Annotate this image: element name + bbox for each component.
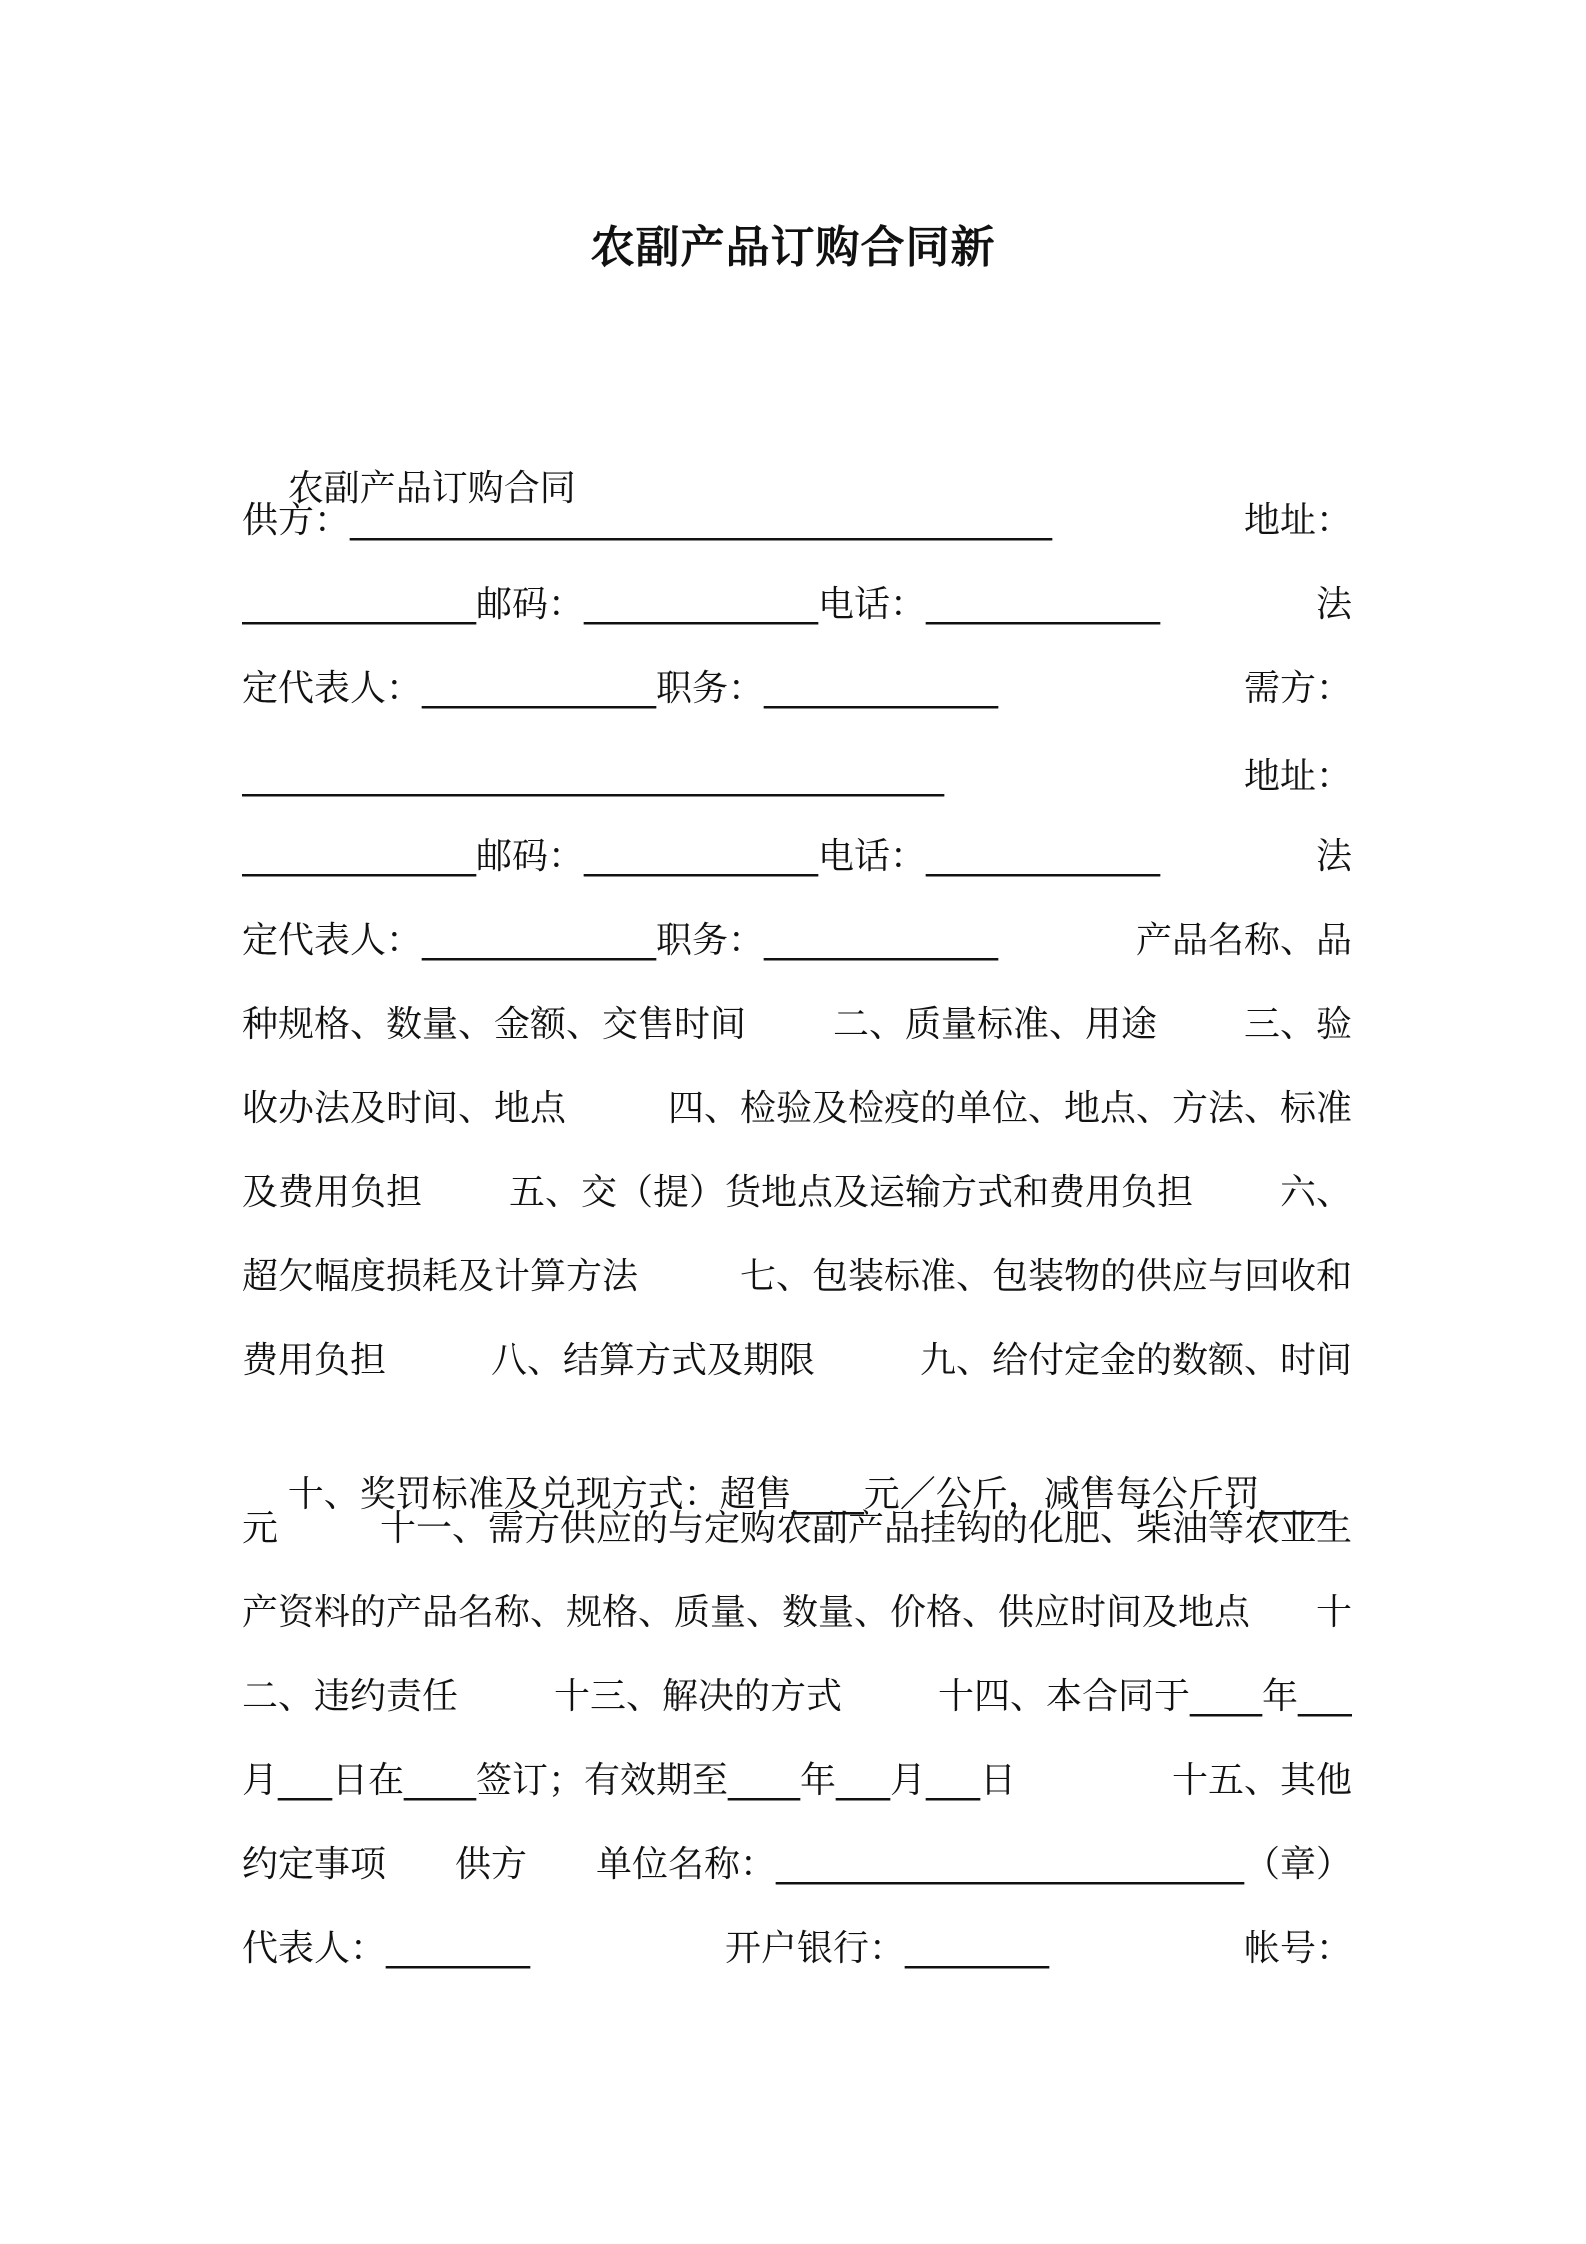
clause-4-text: 四、检验及检疫的单位、地点、方法、标准 xyxy=(667,1088,1352,1129)
text-line xyxy=(242,832,1352,882)
clause-14-text: 月___日在____签订；有效期至____年___月___日 xyxy=(242,1760,1017,1801)
text-line xyxy=(242,1924,1352,1974)
text-line xyxy=(242,916,1352,966)
buyer-representative-fields: 定代表人：_____________职务：_____________ xyxy=(242,920,999,961)
supplier-field: 供方：_______________________________________ xyxy=(242,500,1053,541)
text-line xyxy=(242,752,1352,802)
signature-supplier-label: 供方 xyxy=(454,1844,527,1885)
text-line xyxy=(242,1252,1352,1302)
buyer-label: 需方： xyxy=(1243,668,1352,709)
supplier-representative-fields: 定代表人：_____________职务：_____________ xyxy=(242,668,999,709)
supplier-contact-fields: _____________邮码：_____________电话：_____________ xyxy=(242,584,1161,625)
text-line xyxy=(242,1672,1352,1722)
text-line xyxy=(242,1504,1352,1554)
buyer-field: _______________________________________ xyxy=(242,756,944,797)
account-label: 帐号： xyxy=(1243,1928,1352,1969)
clause-12-text: 二、违约责任 xyxy=(242,1676,459,1717)
clause-12-text: 十 xyxy=(1315,1592,1352,1633)
clause-2-text: 二、质量标准、用途 xyxy=(832,1004,1157,1045)
address-label: 地址： xyxy=(1243,500,1352,541)
clause-11-text: 十一、需方供应的与定购农副产品挂钩的化肥、柴油等农业生 xyxy=(379,1508,1352,1549)
document-title: 农副产品订购合同新 xyxy=(590,222,996,273)
legal-label-start: 法 xyxy=(1315,836,1352,877)
text-line xyxy=(242,1756,1352,1806)
clause-7-text: 七、包装标准、包装物的供应与回收和 xyxy=(739,1256,1352,1297)
unit-name-field: 单位名称：__________________________（章） xyxy=(595,1844,1352,1885)
representative-field: 代表人：________ xyxy=(242,1928,531,1969)
clause-3-text: 三、验 xyxy=(1243,1004,1352,1045)
text-line xyxy=(242,1084,1352,1134)
clause-4-text: 及费用负担 xyxy=(242,1172,423,1213)
bank-field: 开户银行：________ xyxy=(724,1928,1049,1969)
text-line xyxy=(242,1840,1352,1890)
clause-15-text: 约定事项 xyxy=(242,1844,387,1885)
clause-11-text: 产资料的产品名称、规格、质量、数量、价格、供应时间及地点 xyxy=(242,1592,1251,1633)
clause-3-text: 收办法及时间、地点 xyxy=(242,1088,567,1129)
clause-9-text: 九、给付定金的数额、时间 xyxy=(919,1340,1352,1381)
clause-6-text: 超欠幅度损耗及计算方法 xyxy=(242,1256,639,1297)
text-line xyxy=(242,580,1352,630)
clause-5-text: 五、交（提）货地点及运输方式和费用负担 xyxy=(508,1172,1193,1213)
text-line xyxy=(242,1000,1352,1050)
text-line xyxy=(242,496,1352,546)
clause-10-text: 十、奖罚标准及兑现方式：超售____元／公斤，减售每公斤罚____ xyxy=(287,1474,1332,1515)
clause-13-text: 十三、解决的方式 xyxy=(553,1676,842,1717)
clause-10-text: 元 xyxy=(242,1508,279,1549)
text-line xyxy=(242,1336,1352,1386)
clause-8-text: 八、结算方式及期限 xyxy=(490,1340,815,1381)
text-line xyxy=(242,1168,1352,1218)
clause-1-text: 种规格、数量、金额、交售时间 xyxy=(242,1004,747,1045)
contract-heading-text: 农副产品订购合同 xyxy=(287,468,576,509)
clause-15-text: 十五、其他 xyxy=(1171,1760,1352,1801)
clause-1-text: 产品名称、品 xyxy=(1135,920,1352,961)
clause-7-text: 费用负担 xyxy=(242,1340,387,1381)
text-line xyxy=(242,1588,1352,1638)
clause-14-text: 十四、本合同于____年___ xyxy=(937,1676,1352,1717)
clause-6-text: 六、 xyxy=(1279,1172,1352,1213)
address-label: 地址： xyxy=(1243,756,1352,797)
legal-label-start: 法 xyxy=(1315,584,1352,625)
text-line xyxy=(242,664,1352,714)
buyer-contact-fields: _____________邮码：_____________电话：_____________ xyxy=(242,836,1161,877)
